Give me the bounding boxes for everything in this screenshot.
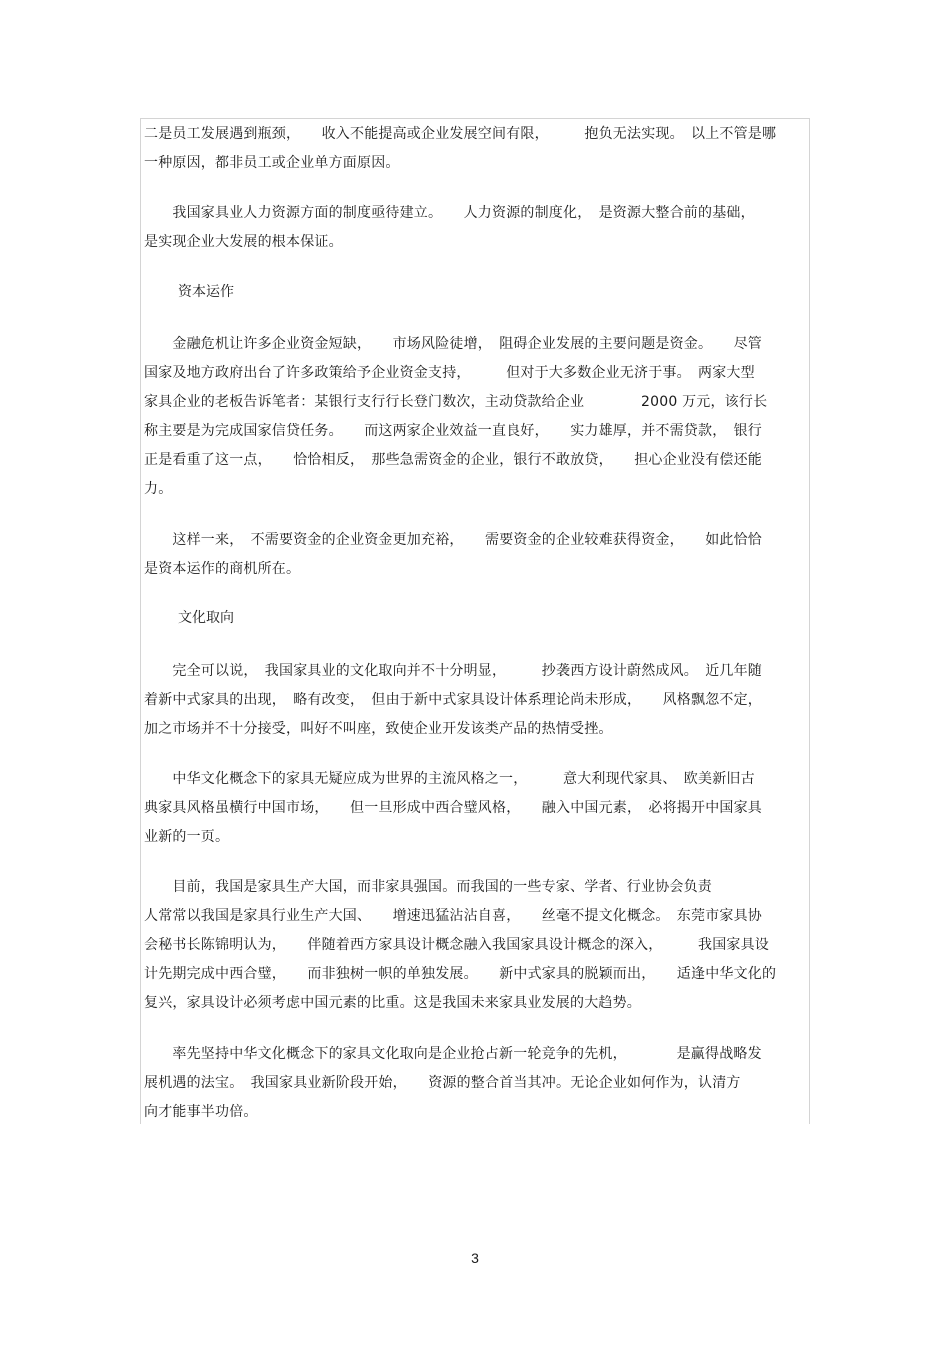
text-line: 是实现企业大发展的根本保证。 — [144, 234, 343, 250]
page-number: 3 — [471, 1250, 479, 1266]
paragraph-capital-operation — [144, 330, 804, 504]
text-line: 国家及地方政府出台了许多政策给予企业资金支持， 但对于大多数企业无济于事。 两家大型 — [144, 365, 755, 381]
text-line: 加之市场并不十分接受，叫好不叫座，致使企业开发该类产品的热情受挫。 — [144, 721, 613, 737]
text-line: 人常常以我国是家具行业生产大国、 增速迅猛沾沾自喜， 丝毫不提文化概念。 东莞市家具协 — [144, 908, 762, 924]
text-line: 中华文化概念下的家具无疑应成为世界的主流风格之一， 意大利现代家具、 欧美新旧古 — [144, 771, 755, 787]
section-heading-capital: 资本运作 — [178, 284, 234, 300]
text-line: 一种原因，都非员工或企业单方面原因。 — [144, 155, 400, 171]
paragraph-industry-status — [144, 873, 804, 1018]
text-line: 着新中式家具的出现， 略有改变， 但由于新中式家具设计体系理论尚未形成， 风格飘忽不定， — [144, 692, 762, 708]
text-line: 称主要是为完成国家信贷任务。 而这两家企业效益一直良好， 实力雄厚，并不需贷款， 银行 — [144, 423, 762, 439]
text-line: 正是看重了这一点， 恰恰相反， 那些急需资金的企业，银行不敢放贷， 担心企业没有偿还能 — [144, 452, 762, 468]
paragraph-conclusion — [144, 1040, 804, 1127]
text-line: 展机遇的法宝。 我国家具业新阶段开始， 资源的整合首当其冲。无论企业如何作为，认清方 — [144, 1075, 741, 1091]
paragraph-employee-bottleneck — [144, 120, 804, 178]
text-line: 向才能事半功倍。 — [144, 1104, 258, 1120]
text-line: 目前，我国是家具生产大国，而非家具强国。而我国的一些专家、学者、行业协会负责 — [144, 879, 712, 895]
text-line: 是资本运作的商机所在。 — [144, 561, 301, 577]
paragraph-hr-system — [144, 199, 804, 257]
text-line: 复兴，家具设计必须考虑中国元素的比重。这是我国未来家具业发展的大趋势。 — [144, 995, 641, 1011]
paragraph-business-opportunity — [144, 526, 804, 584]
text-line: 家具企业的老板告诉笔者：某银行支行行长登门数次，主动贷款给企业 2000 万元，该行长 — [144, 394, 768, 410]
text-line: 典家具风格虽横行中国市场， 但一旦形成中西合璧风格， 融入中国元素， 必将揭开中国家具 — [144, 800, 762, 816]
section-heading-culture: 文化取向 — [178, 610, 234, 626]
text-line: 我国家具业人力资源方面的制度亟待建立。 人力资源的制度化， 是资源大整合前的基础， — [144, 205, 755, 221]
text-line: 完全可以说， 我国家具业的文化取向并不十分明显， 抄袭西方设计蔚然成风。 近几年随 — [144, 663, 762, 679]
text-line: 二是员工发展遇到瓶颈， 收入不能提高或企业发展空间有限， 抱负无法实现。 以上不管是哪 — [144, 126, 777, 142]
text-line: 这样一来， 不需要资金的企业资金更加充裕， 需要资金的企业较难获得资金， 如此恰恰 — [144, 532, 762, 548]
text-line: 力。 — [144, 481, 173, 497]
text-line: 金融危机让许多企业资金短缺， 市场风险徒增， 阻碍企业发展的主要问题是资金。 尽管 — [144, 336, 762, 352]
text-line: 率先坚持中华文化概念下的家具文化取向是企业抢占新一轮竞争的先机， 是赢得战略发 — [144, 1046, 762, 1062]
text-line: 会秘书长陈锦明认为， 伴随着西方家具设计概念融入我国家具设计概念的深入， 我国家具设 — [144, 937, 769, 953]
paragraph-culture-orientation — [144, 657, 804, 744]
text-line: 计先期完成中西合璧， 而非独树一帜的单独发展。 新中式家具的脱颖而出， 适逢中华文化的 — [144, 966, 777, 982]
paragraph-chinese-style — [144, 765, 804, 852]
text-line: 业新的一页。 — [144, 829, 230, 845]
